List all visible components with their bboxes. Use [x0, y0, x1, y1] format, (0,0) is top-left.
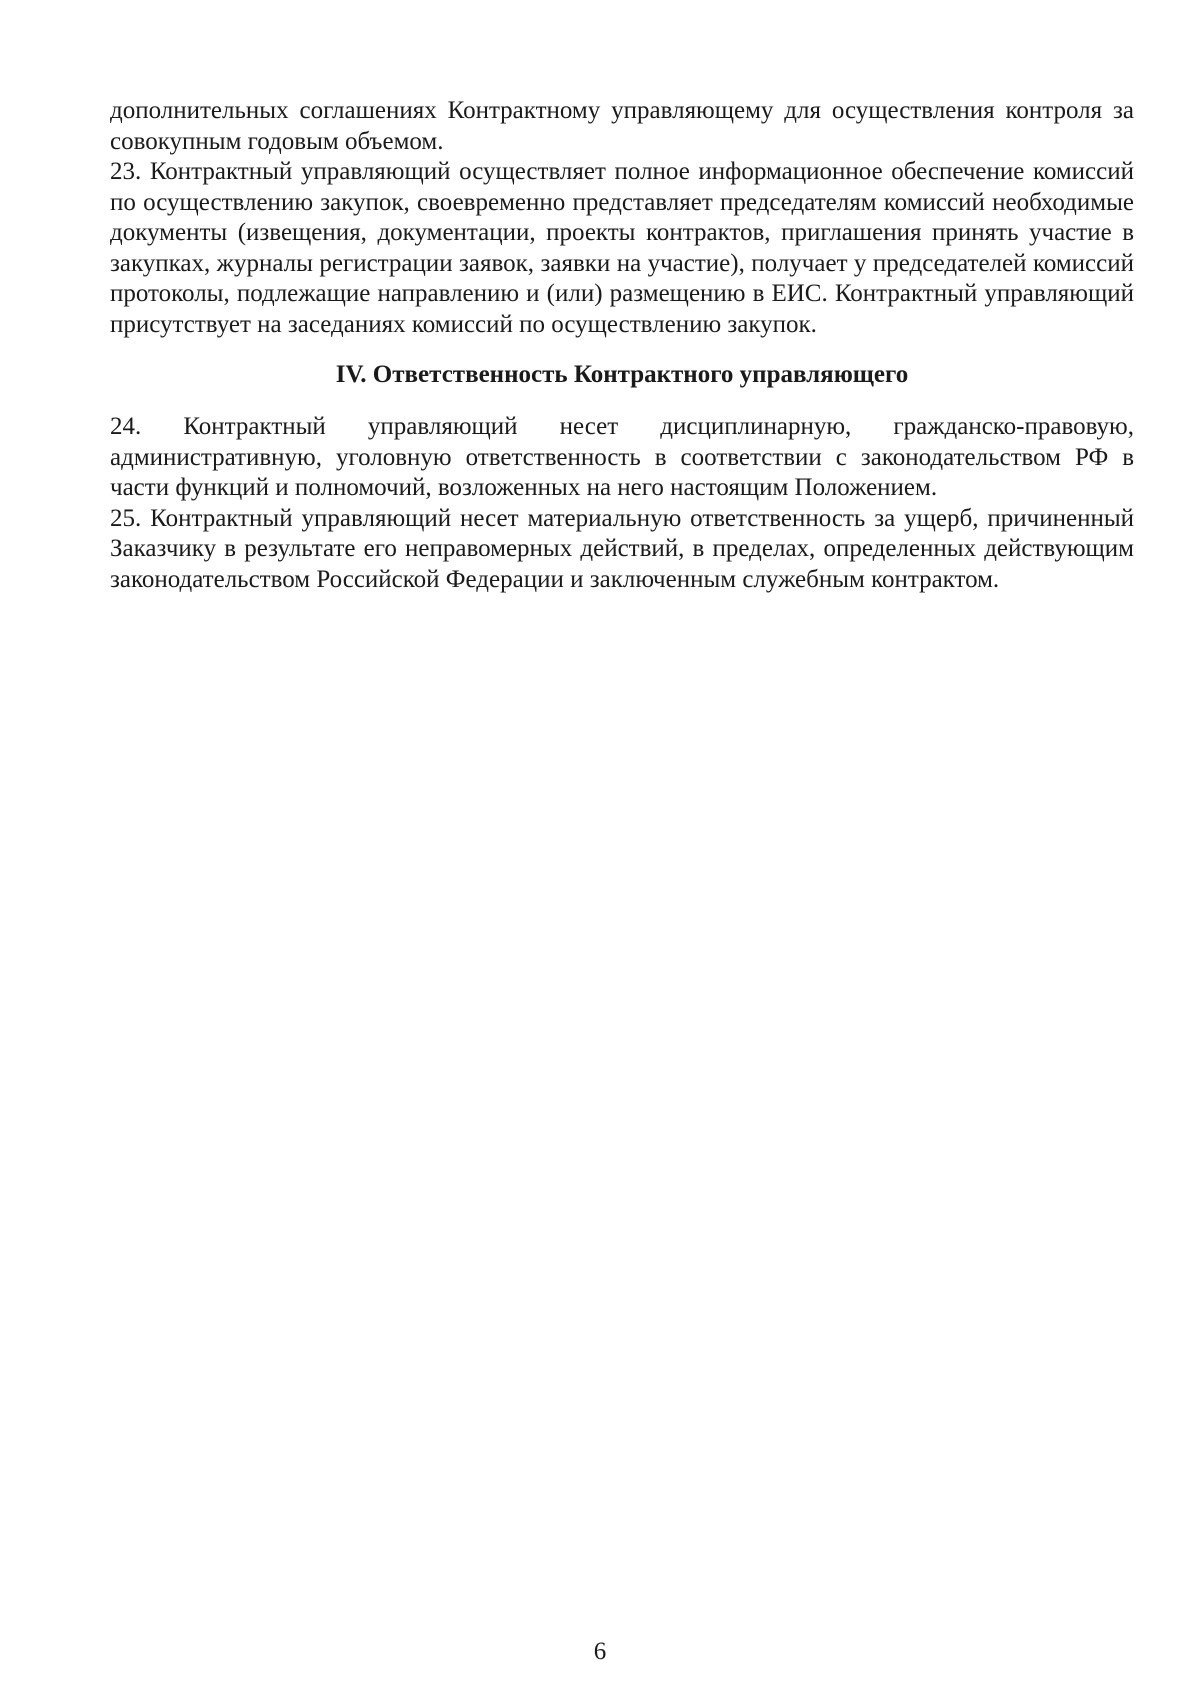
paragraph-23: 23. Контрактный управляющий осуществляет полное информационное обеспечение комиссий по осуществлению закупок, своевременно представляет председателям комиссий необходимые документы (извещения, документации, проекты контрактов, приглашения принять участие в закупках, журналы регистрации заявок, заявки на участие), получает у председателей комиссий протоколы, подлежащие направлению и (или) размещению в ЕИС. Контрактный управляющий присутствует на заседаниях комиссий по осуществлению закупок.: [110, 158, 1134, 338]
paragraph-25: 25. Контрактный управляющий несет материальную ответственность за ущерб, причиненный Заказчику в результате его неправомерных действий, в пределах, определенных действующим законодательством Российской Федерации и заключенным служебным контрактом.: [110, 504, 1134, 593]
paragraph-24: 24. Контрактный управляющий несет дисциплинарную, гражданско-правовую, административную, уголовную ответственность в соответствии с законодательством РФ в части функций и полномочий, возложенных на него настоящим Положением.: [110, 413, 1134, 501]
page-content: [110, 96, 1134, 595]
page-number: 6: [593, 1638, 607, 1665]
section-heading: IV. Ответственность Контрактного управляющего: [335, 361, 909, 388]
paragraph-continuation: дополнительных соглашениях Контрактному управляющему для осуществления контроля за совокупным годовым объемом.: [110, 97, 1134, 155]
